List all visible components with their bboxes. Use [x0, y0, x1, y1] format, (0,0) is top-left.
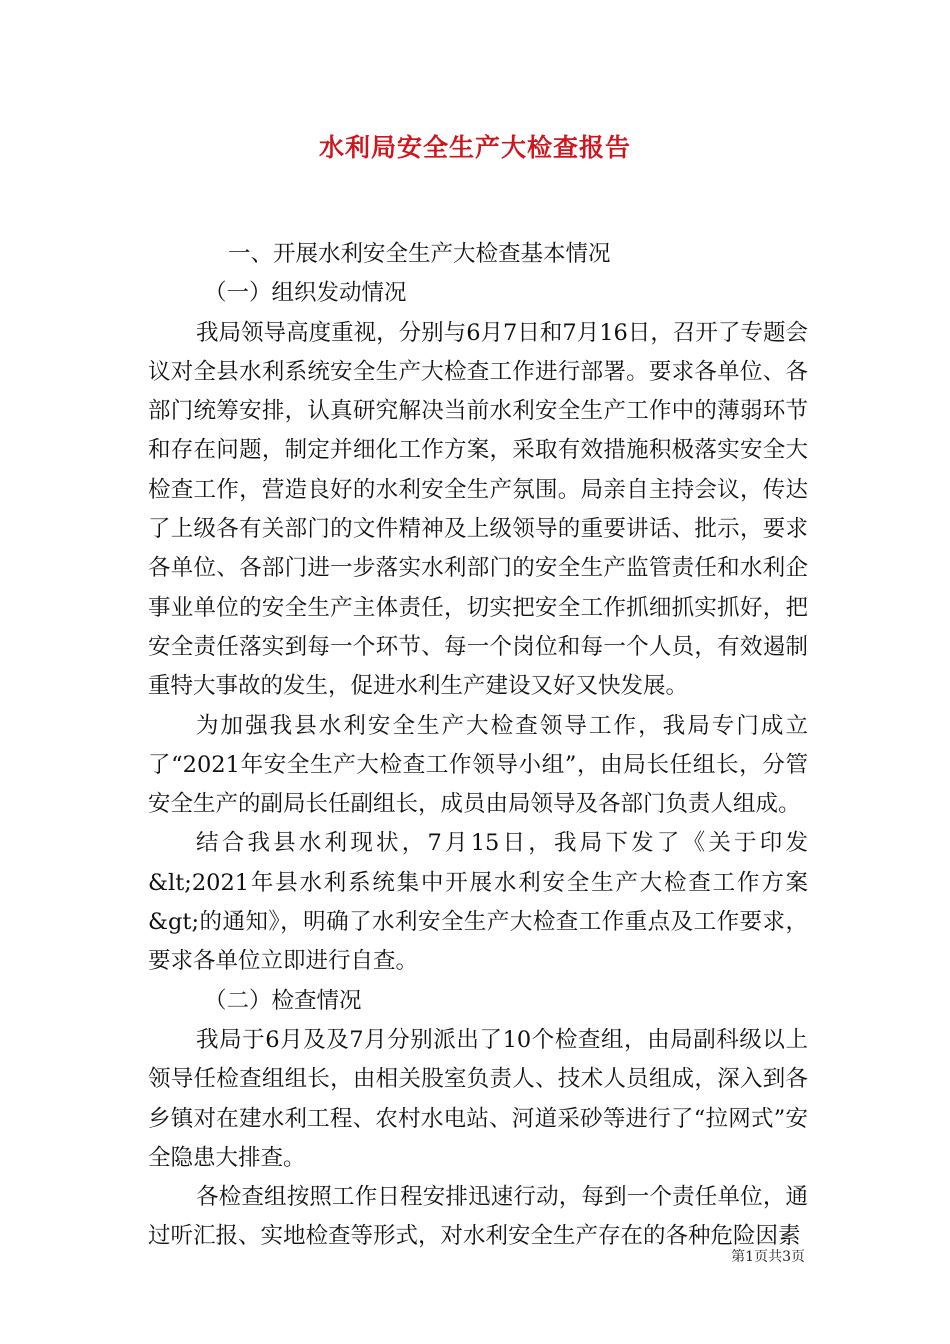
page-number: 第1页共3页 [731, 1249, 805, 1265]
paragraph: 各检查组按照工作日程安排迅速行动，每到一个责任单位，通过听汇报、实地检查等形式，对水利安全生产存在的各种危险因素 [148, 1184, 808, 1250]
document-title: 水利局安全生产大检查报告 [318, 133, 631, 162]
paragraph: 我局领导高度重视，分别与6月7日和7月16日，召开了专题会议对全县水利系统安全生产大检查工作进行部署。要求各单位、各部门统筹安排，认真研究解决当前水利安全生产工作中的薄弱环节和存在问题，制定并细化工作方案，采取有效措施积极落实安全大检查工作，营造良好的水利安全生产氛围。局亲自主持会议，传达了上级各有关部门的文件精神及上级领导的重要讲话、批示，要求各单位、各部门进一步落实水利部门的安全生产监管责任和水利企事业单位的安全生产主体责任，切实把安全工作抓细抓实抓好，把安全责任落实到每一个环节、每一个岗位和每一个人员，有效遏制重特大事故的发生，促进水利生产建设又好又快发展。 [148, 319, 808, 700]
subsection-heading: （二）检查情况 [204, 987, 362, 1014]
document-body [148, 235, 808, 1257]
paragraph: 我局于6月及及7月分别派出了10个检查组，由局副科级以上领导任检查组组长，由相关股室负责人、技术人员组成，深入到各乡镇对在建水利工程、农村水电站、河道采砂等进行了“拉网式”安全隐患大排查。 [148, 1026, 808, 1171]
subsection-heading: （一）组织发动情况 [204, 280, 407, 307]
paragraph: 为加强我县水利安全生产大检查领导工作，我局专门成立了“2021年安全生产大检查工作领导小组”，由局长任组长，分管安全生产的副局长任副组长，成员由局领导及各部门负责人组成。 [148, 712, 808, 818]
paragraph: 结合我县水利现状，7月15日，我局下发了《关于印发&lt;2021年县水利系统集中开展水利安全生产大检查工作方案&gt;的通知》，明确了水利安全生产大检查工作重点及工作要求，要求各单位立即进行自查。 [148, 830, 808, 975]
section-heading: 一、开展水利安全生产大检查基本情况 [228, 241, 611, 267]
